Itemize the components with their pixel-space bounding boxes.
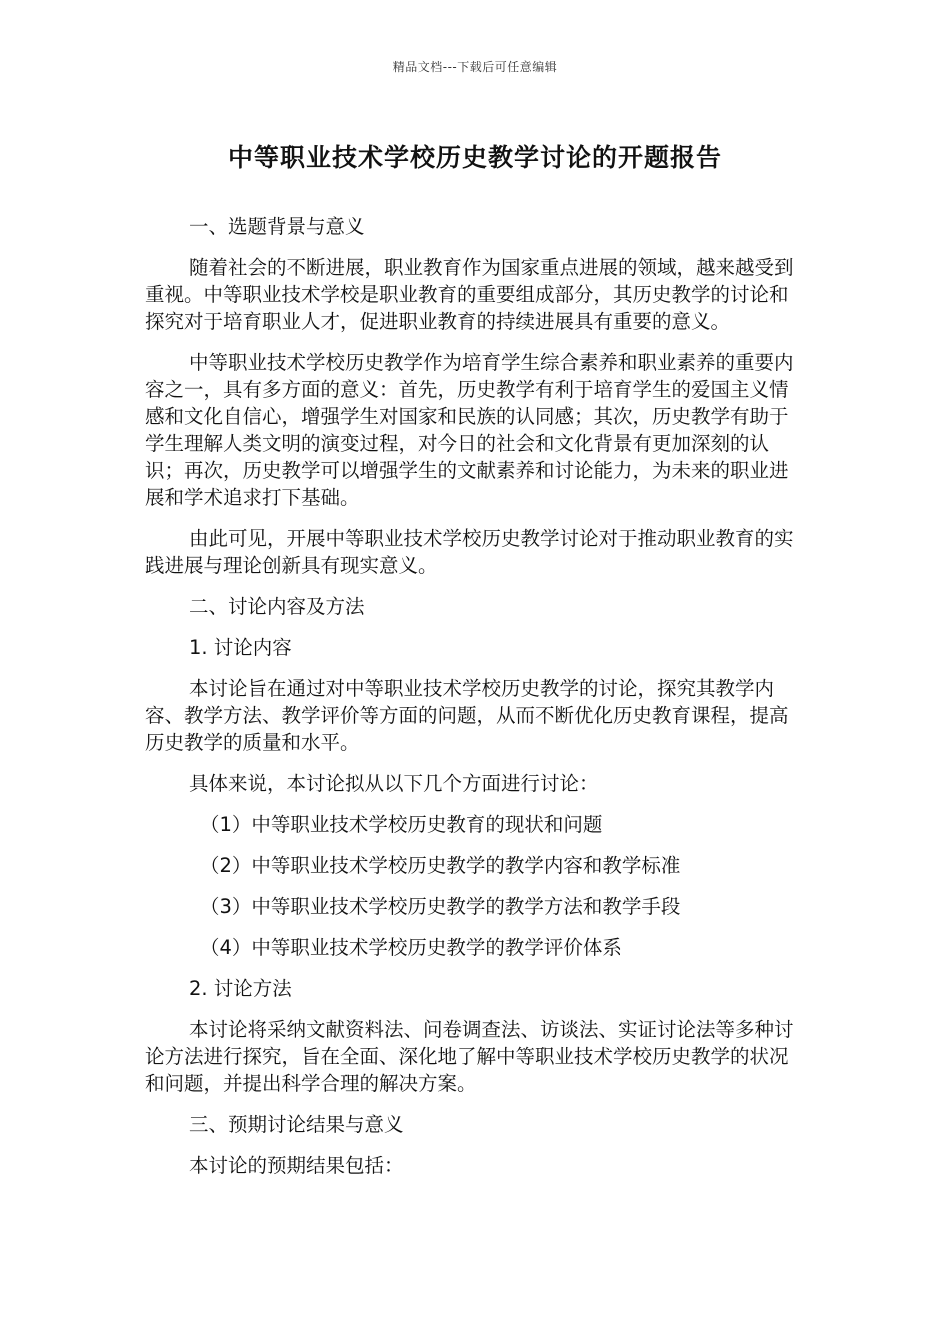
list-item: （3）中等职业技术学校历史教学的教学方法和教学手段: [200, 895, 681, 918]
section1-paragraph-1: 随着社会的不断进展，职业教育作为国家重点进展的领域，越来越受到重视。中等职业技术学校是职业教育的重要组成部分，其历史教学的讨论和探究对于培育职业人才，促进职业教育的持续进展具有重要的意义。: [145, 256, 794, 333]
list-item: （1）中等职业技术学校历史教育的现状和问题: [200, 813, 603, 836]
section3-paragraph-1: 本讨论的预期结果包括：: [189, 1154, 404, 1177]
header-note: 精品文档---下载后可任意编辑: [392, 60, 558, 74]
section1-paragraph-2: 中等职业技术学校历史教学作为培育学生综合素养和职业素养的重要内容之一，具有多方面的意义：首先，历史教学有利于培育学生的爱国主义情感和文化自信心，增强学生对国家和民族的认同感；其次，历史教学有助于学生理解人类文明的演变过程，对今日的社会和文化背景有更加深刻的认识；再次，历史教学可以增强学生的文献素养和讨论能力，为未来的职业进展和学术追求打下基础。: [145, 351, 794, 509]
list-item: （4）中等职业技术学校历史教学的教学评价体系: [200, 936, 622, 959]
section2-paragraph-1: 本讨论旨在通过对中等职业技术学校历史教学的讨论，探究其教学内容、教学方法、教学评价等方面的问题，从而不断优化历史教育课程，提高历史教学的质量和水平。: [145, 677, 789, 754]
section2-heading: 二、讨论内容及方法: [189, 595, 365, 618]
list-item: （2）中等职业技术学校历史教学的教学内容和教学标准: [200, 854, 681, 877]
section1-paragraph-3: 由此可见，开展中等职业技术学校历史教学讨论对于推动职业教育的实践进展与理论创新具有现实意义。: [145, 527, 794, 577]
section2-subheading-method: 2. 讨论方法: [189, 977, 292, 1000]
section2-subheading-content: 1. 讨论内容: [189, 636, 292, 659]
section3-heading: 三、预期讨论结果与意义: [189, 1113, 404, 1136]
document-body: [145, 213, 797, 1193]
section2-paragraph-2: 具体来说，本讨论拟从以下几个方面进行讨论：: [189, 772, 599, 795]
section1-heading: 一、选题背景与意义: [189, 215, 365, 238]
section2-paragraph-3: 本讨论将采纳文献资料法、问卷调查法、访谈法、实证讨论法等多种讨论方法进行探究，旨在全面、深化地了解中等职业技术学校历史教学的状况和问题，并提出科学合理的解决方案。: [145, 1018, 794, 1095]
document-title: 中等职业技术学校历史教学讨论的开题报告: [227, 143, 722, 172]
